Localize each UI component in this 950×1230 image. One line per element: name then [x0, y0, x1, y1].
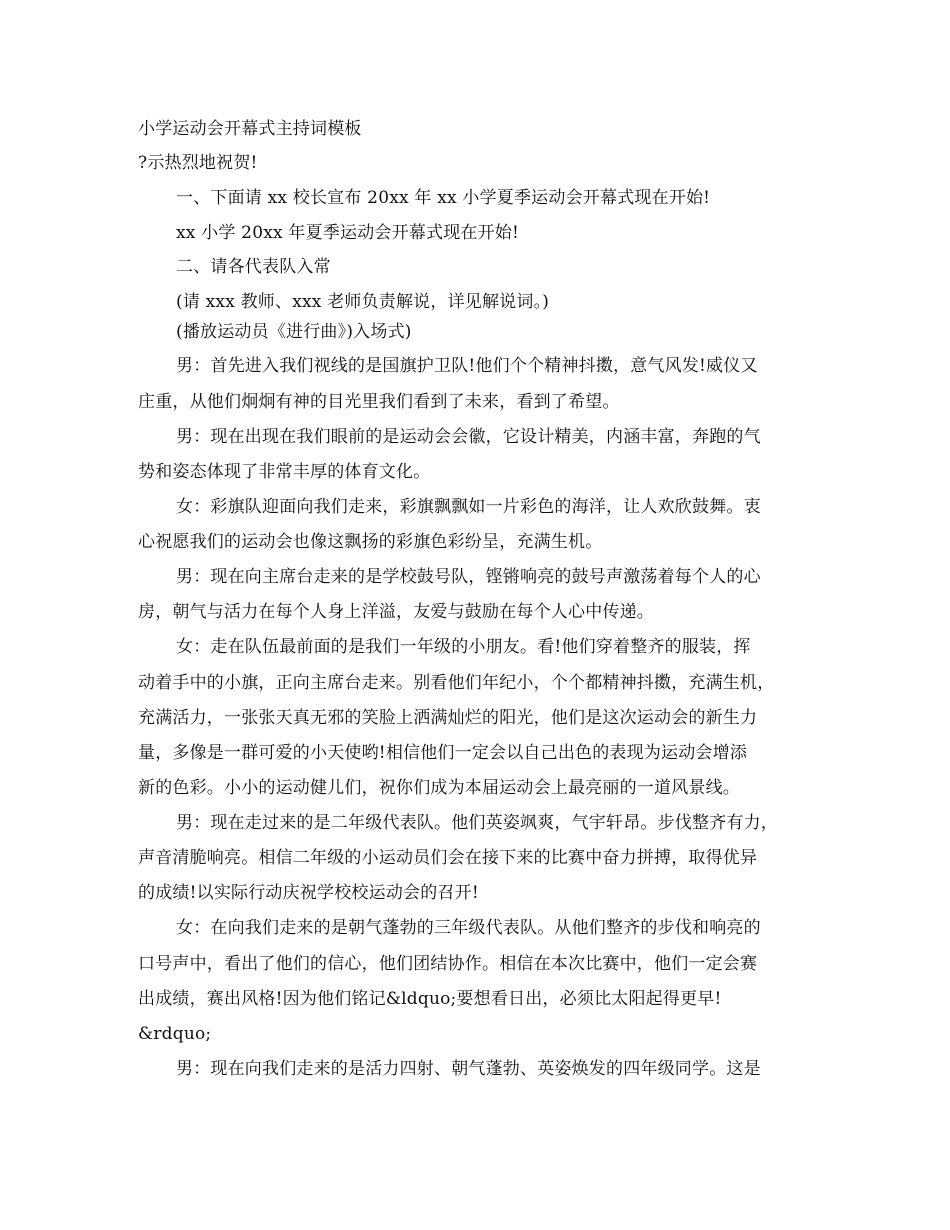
text-line: 女：在向我们走来的是朝气蓬勃的三年级代表队。从他们整齐的步伐和响亮的 [176, 918, 761, 938]
text-line: ?示热烈地祝贺! [138, 153, 258, 173]
text-line: 女：彩旗队迎面向我们走来，彩旗飘飘如一片彩色的海洋，让人欢欣鼓舞。衷 [176, 497, 761, 517]
text-line: 庄重，从他们炯炯有神的目光里我们看到了未来，看到了希望。 [138, 392, 620, 412]
text-line: 出成绩，赛出风格!因为他们铭记&ldquo;要想看日出，必须比太阳起得更早! [138, 989, 722, 1009]
text-line: &rdquo; [138, 1024, 212, 1044]
text-line: xx 小学 20xx 年夏季运动会开幕式现在开始! [176, 223, 520, 243]
text-line: 男：现在走过来的是二年级代表队。他们英姿飒爽，气宇轩昂。步伐整齐有力， [176, 813, 778, 833]
text-line: 的成绩!以实际行动庆祝学校校运动会的召开! [138, 883, 479, 903]
text-line: 量，多像是一群可爱的小天使哟!相信他们一定会以自己出色的表现为运动会增添 [138, 743, 748, 763]
text-line: 房，朝气与活力在每个人身上洋溢，友爱与鼓励在每个人心中传递。 [138, 602, 654, 622]
text-line: 男：现在出现在我们眼前的是运动会会徽，它设计精美，内涵丰富，奔跑的气 [176, 427, 761, 447]
text-line: (请 xxx 教师、xxx 老师负责解说，详见解说词。) [176, 292, 550, 312]
document-title: 小学运动会开幕式主持词模板 [138, 119, 362, 139]
text-line: 男：现在向我们走来的是活力四射、朝气蓬勃、英姿焕发的四年级同学。这是 [176, 1059, 761, 1079]
text-line: (播放运动员《进行曲》)入场式) [176, 322, 412, 342]
text-line: 动着手中的小旗，正向主席台走来。别看他们年纪小，个个都精神抖擞，充满生机， [138, 673, 775, 693]
text-line: 一、下面请 xx 校长宣布 20xx 年 xx 小学夏季运动会开幕式现在开始! [176, 188, 711, 208]
text-line: 口号声中，看出了他们的信心，他们团结协作。相信在本次比赛中，他们一定会赛 [138, 954, 758, 974]
text-line: 新的色彩。小小的运动健儿们，祝你们成为本届运动会上最亮丽的一道风景线。 [138, 778, 740, 798]
text-line: 男：现在向主席台走来的是学校鼓号队，铿锵响亮的鼓号声激荡着每个人的心 [176, 567, 761, 587]
text-line: 二、请各代表队入常 [176, 257, 331, 277]
text-line: 女：走在队伍最前面的是我们一年级的小朋友。看!他们穿着整齐的服装，挥 [176, 637, 751, 657]
text-line: 心祝愿我们的运动会也像这飘扬的彩旗色彩纷呈，充满生机。 [138, 532, 603, 552]
text-line: 声音清脆响亮。相信二年级的小运动员们会在接下来的比赛中奋力拼搏，取得优异 [138, 848, 758, 868]
text-line: 男：首先进入我们视线的是国旗护卫队!他们个个精神抖擞，意气风发!威仪又 [176, 356, 758, 376]
text-line: 充满活力，一张张天真无邪的笑脸上洒满灿烂的阳光，他们是这次运动会的新生力 [138, 708, 758, 728]
text-line: 势和姿态体现了非常丰厚的体育文化。 [138, 462, 431, 482]
